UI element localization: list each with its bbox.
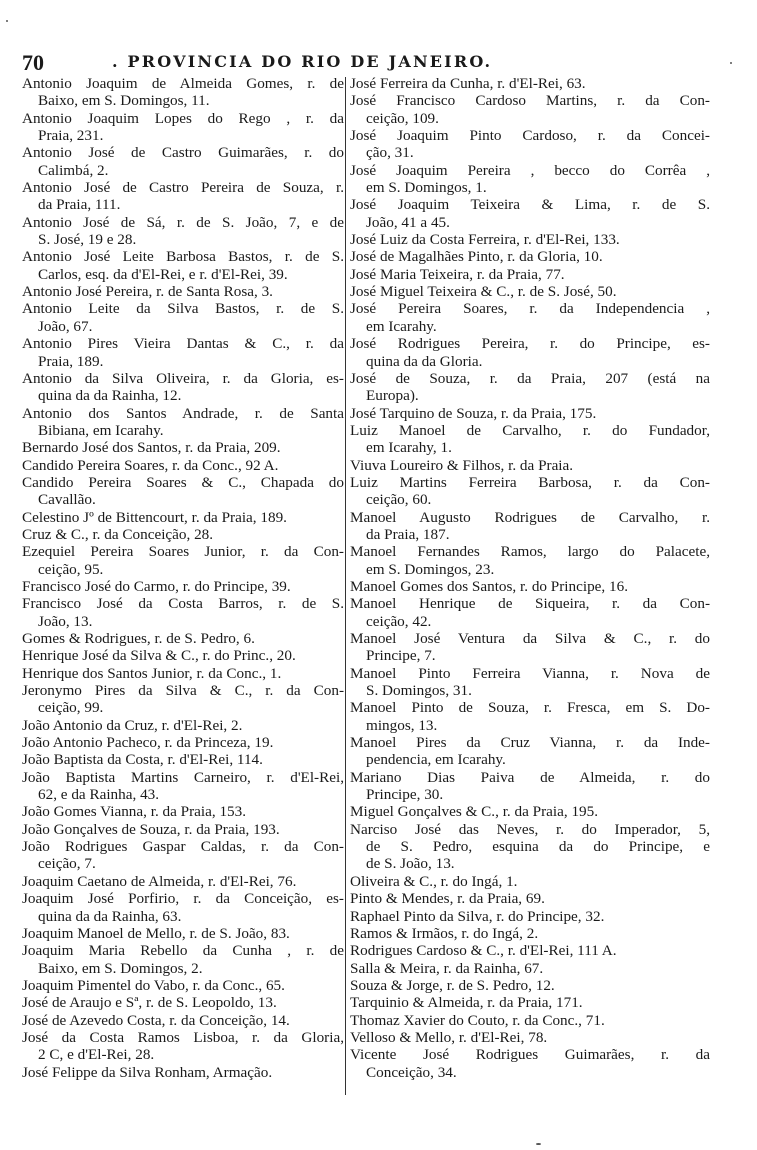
entry-line: Joaquim Pimentel do Vabo, r. da Conc., 65. <box>22 976 285 994</box>
directory-entry <box>350 595 710 630</box>
entry-continuation-line: pendencia, em Icarahy. <box>366 751 506 769</box>
entry-line: Souza & Jorge, r. de S. Pedro, 12. <box>350 976 555 994</box>
entry-continuation-line: ceição, 7. <box>38 855 96 873</box>
entry-continuation-line: Praia, 231. <box>38 127 104 145</box>
entry-line: Manoel José Ventura da Silva & C., r. do <box>350 630 710 647</box>
directory-entry <box>22 942 344 977</box>
directory-entry <box>22 1012 344 1029</box>
entry-line: Celestino Jº de Bittencourt, r. da Praia, 189. <box>22 508 287 526</box>
entry-line: Ramos & Irmãos, r. do Ingá, 2. <box>350 924 539 942</box>
entry-line: José Maria Teixeira, r. da Praia, 77. <box>350 265 565 283</box>
entry-continuation-line: 62, e da Rainha, 43. <box>38 786 160 804</box>
directory-entry <box>22 457 344 474</box>
entry-line: Henrique dos Santos Junior, r. da Conc., 1. <box>22 664 282 682</box>
directory-entry <box>350 300 710 335</box>
entry-line: Henrique José da Silva & C., r. do Princ., 20. <box>22 647 296 665</box>
entry-line: Viuva Loureiro & Filhos, r. da Praia. <box>350 456 574 474</box>
entry-continuation-line: quina da da Gloria. <box>366 352 483 370</box>
directory-entry <box>22 994 344 1011</box>
entry-line: Ezequiel Pereira Soares Junior, r. da Con- <box>22 543 344 561</box>
entry-continuation-line: Calimbá, 2. <box>38 161 109 179</box>
directory-entry <box>350 1012 710 1029</box>
directory-entry <box>350 92 710 127</box>
directory-entry <box>22 595 344 630</box>
entry-line: Salla & Meira, r. da Rainha, 67. <box>350 959 544 977</box>
entry-continuation-line: João, 67. <box>38 317 93 335</box>
directory-entry <box>350 942 710 959</box>
entry-continuation-line: ceição, 99. <box>38 699 104 717</box>
entry-line: Antonio Joaquim de Almeida Gomes, r. de <box>22 75 344 92</box>
entry-continuation-line: em S. Domingos, 23. <box>366 560 495 578</box>
entry-line: Oliveira & C., r. do Ingá, 1. <box>350 872 518 890</box>
directory-entry <box>350 283 710 300</box>
directory-entry <box>22 405 344 440</box>
entry-line: Joaquim José Porfirio, r. da Conceição, es- <box>22 890 344 908</box>
entry-line: Velloso & Mello, r. d'El-Rei, 78. <box>350 1028 548 1046</box>
entry-line: José Joaquim Pinto Cardoso, r. da Concei- <box>350 127 710 145</box>
entry-continuation-line: ção, 31. <box>366 144 414 162</box>
entry-continuation-line: quina da da Rainha, 63. <box>38 907 182 925</box>
entry-line: Antonio José de Sá, r. de S. João, 7, e de <box>22 213 344 231</box>
entry-continuation-line: S. José, 19 e 28. <box>38 231 137 249</box>
directory-entry <box>22 925 344 942</box>
entry-line: Narciso José das Neves, r. do Imperador, 5, <box>350 820 710 838</box>
entry-line: Antonio dos Santos Andrade, r. de Santa <box>22 404 344 422</box>
directory-entry <box>350 335 710 370</box>
directory-entry <box>350 769 710 804</box>
directory-entry <box>22 144 344 179</box>
directory-entry <box>22 474 344 509</box>
directory-entry <box>22 682 344 717</box>
entry-line: José de Azevedo Costa, r. da Conceição, 14. <box>22 1011 290 1029</box>
directory-entry <box>350 908 710 925</box>
directory-entry <box>22 873 344 890</box>
directory-entry <box>22 335 344 370</box>
entry-line: Mariano Dias Paiva de Almeida, r. do <box>350 768 710 786</box>
entry-line: Luiz Martins Ferreira Barbosa, r. da Con- <box>350 473 710 491</box>
directory-entry <box>350 1046 710 1081</box>
entry-continuation-line: S. Domingos, 31. <box>366 682 472 700</box>
entry-continuation-line: João, 13. <box>38 612 93 630</box>
entry-line: Thomaz Xavier do Couto, r. da Conc., 71. <box>350 1011 605 1029</box>
directory-entry <box>350 578 710 595</box>
ink-speck <box>6 20 8 22</box>
entry-continuation-line: Cavallão. <box>38 491 96 509</box>
directory-entry <box>350 231 710 248</box>
entry-line: Manoel Fernandes Ramos, largo do Palacete, <box>350 543 710 561</box>
directory-entry <box>22 630 344 647</box>
entry-continuation-line: Principe, 30. <box>366 786 444 804</box>
directory-entry <box>350 925 710 942</box>
directory-entry <box>22 370 344 405</box>
entry-line: João Baptista da Costa, r. d'El-Rei, 114. <box>22 751 263 769</box>
directory-entry <box>22 751 344 768</box>
directory-entry <box>350 873 710 890</box>
entry-line: Vicente José Rodrigues Guimarães, r. da <box>350 1046 710 1064</box>
entry-line: Manoel Pires da Cruz Vianna, r. da Inde- <box>350 734 710 752</box>
directory-entry <box>22 214 344 249</box>
entry-continuation-line: de S. Pedro, esquina da do Principe, e <box>366 838 710 856</box>
entry-line: João Gomes Vianna, r. da Praia, 153. <box>22 803 247 821</box>
entry-line: Manoel Pinto de Souza, r. Fresca, em S. Do- <box>350 699 710 717</box>
directory-entry <box>22 977 344 994</box>
entry-line: José Felippe da Silva Ronham, Armação. <box>22 1063 273 1081</box>
entry-line: Bernardo José dos Santos, r. da Praia, 209. <box>22 439 281 457</box>
directory-entry <box>350 803 710 820</box>
entry-continuation-line: ceição, 95. <box>38 560 104 578</box>
entry-line: Rodrigues Cardoso & C., r. d'El-Rei, 111 A. <box>350 942 617 960</box>
directory-entry <box>350 977 710 994</box>
directory-entry <box>22 838 344 873</box>
entry-line: Candido Pereira Soares, r. da Conc., 92 A. <box>22 456 279 474</box>
entry-continuation-line: 2 C, e d'El-Rei, 28. <box>38 1046 155 1064</box>
directory-entry <box>22 717 344 734</box>
entry-line: José Tarquino de Souza, r. da Praia, 175. <box>350 404 597 422</box>
entry-line: Antonio José de Castro Pereira de Souza, r. <box>22 179 344 197</box>
directory-entry <box>22 439 344 456</box>
directory-entry <box>350 162 710 197</box>
entry-continuation-line: Principe, 7. <box>366 647 436 665</box>
entry-line: João Gonçalves de Souza, r. da Praia, 193. <box>22 820 280 838</box>
entry-line: Francisco José do Carmo, r. do Principe, 39. <box>22 577 291 595</box>
page-number: 70 <box>22 50 44 75</box>
entry-line: Antonio Joaquim Lopes do Rego , r. da <box>22 109 344 127</box>
entry-continuation-line: Praia, 189. <box>38 352 104 370</box>
directory-entry <box>22 1029 344 1064</box>
directory-entry <box>22 734 344 751</box>
entry-line: Joaquim Maria Rebello da Cunha , r. de <box>22 942 344 960</box>
entry-continuation-line: da Praia, 187. <box>366 525 450 543</box>
entry-continuation-line: da Praia, 111. <box>38 196 121 214</box>
directory-entry <box>22 1064 344 1081</box>
directory-entry <box>22 509 344 526</box>
directory-entry <box>22 647 344 664</box>
entry-line: Luiz Manoel de Carvalho, r. do Fundador, <box>350 421 710 439</box>
entry-continuation-line: Baixo, em S. Domingos, 2. <box>38 959 203 977</box>
entry-line: Antonio Pires Vieira Dantas & C., r. da <box>22 335 344 353</box>
directory-entry <box>22 890 344 925</box>
entry-line: José Francisco Cardoso Martins, r. da Con- <box>350 92 710 110</box>
entry-line: Candido Pereira Soares & C., Chapada do <box>22 473 344 491</box>
entry-continuation-line: Europa). <box>366 387 419 405</box>
directory-entry <box>350 248 710 265</box>
directory-column-left <box>22 75 344 1081</box>
directory-entry <box>350 474 710 509</box>
entry-continuation-line: em S. Domingos, 1. <box>366 179 487 197</box>
directory-entry <box>22 769 344 804</box>
directory-entry <box>350 75 710 92</box>
entry-line: José Pereira Soares, r. da Independencia , <box>350 300 710 318</box>
ink-speck <box>730 62 732 64</box>
entry-line: José da Costa Ramos Lisboa, r. da Gloria, <box>22 1028 344 1046</box>
entry-continuation-line: Carlos, esq. da d'El-Rei, e r. d'El-Rei, 39. <box>38 265 288 283</box>
directory-entry <box>350 370 710 405</box>
entry-line: João Antonio da Cruz, r. d'El-Rei, 2. <box>22 716 243 734</box>
directory-entry <box>22 543 344 578</box>
directory-entry <box>350 127 710 162</box>
directory-entry <box>350 821 710 873</box>
entry-line: Jeronymo Pires da Silva & C., r. da Con- <box>22 682 344 700</box>
directory-entry <box>350 457 710 474</box>
directory-entry <box>350 734 710 769</box>
entry-line: Manoel Pinto Ferreira Vianna, r. Nova de <box>350 664 710 682</box>
directory-entry <box>22 110 344 145</box>
entry-continuation-line: ceição, 60. <box>366 491 432 509</box>
directory-entry <box>350 890 710 907</box>
directory-entry <box>350 405 710 422</box>
directory-entry <box>350 266 710 283</box>
entry-line: Joaquim Caetano de Almeida, r. d'El-Rei, 76. <box>22 872 297 890</box>
entry-line: José Rodrigues Pereira, r. do Principe, es- <box>350 335 710 353</box>
entry-line: Raphael Pinto da Silva, r. do Principe, 32. <box>350 907 605 925</box>
entry-continuation-line: de S. João, 13. <box>366 855 455 873</box>
entry-line: Manoel Augusto Rodrigues de Carvalho, r. <box>350 508 710 526</box>
directory-entry <box>350 422 710 457</box>
entry-line: José Joaquim Pereira , becco do Corrêa , <box>350 161 710 179</box>
entry-line: José de Magalhães Pinto, r. da Gloria, 10. <box>350 248 603 266</box>
running-title: . PROVINCIA DO RIO DE JANEIRO. <box>112 52 493 71</box>
entry-line: Gomes & Rodrigues, r. de S. Pedro, 6. <box>22 630 255 647</box>
entry-continuation-line: em Icarahy. <box>366 317 437 335</box>
entry-line: Tarquinio & Almeida, r. da Praia, 171. <box>350 994 583 1012</box>
directory-entry <box>22 803 344 820</box>
directory-entry <box>350 665 710 700</box>
entry-line: José Luiz da Costa Ferreira, r. d'El-Rei, 133. <box>350 231 620 249</box>
entry-continuation-line: Conceição, 34. <box>366 1063 457 1081</box>
directory-entry <box>350 196 710 231</box>
entry-line: Antonio José de Castro Guimarães, r. do <box>22 144 344 162</box>
ink-speck <box>536 1143 541 1145</box>
entry-line: José Joaquim Teixeira & Lima, r. de S. <box>350 196 710 214</box>
directory-entry <box>22 179 344 214</box>
entry-line: Antonio José Pereira, r. de Santa Rosa, 3. <box>22 283 273 301</box>
entry-line: José Miguel Teixeira & C., r. de S. José, 50. <box>350 283 617 301</box>
entry-line: João Baptista Martins Carneiro, r. d'El-Rei, <box>22 768 344 786</box>
entry-continuation-line: quina da da Rainha, 12. <box>38 387 182 405</box>
entry-continuation-line: Bibiana, em Icarahy. <box>38 421 164 439</box>
directory-entry <box>350 630 710 665</box>
directory-entry <box>22 578 344 595</box>
directory-entry <box>350 994 710 1011</box>
directory-entry <box>350 509 710 544</box>
directory-entry <box>350 543 710 578</box>
directory-entry <box>22 300 344 335</box>
entry-line: João Rodrigues Gaspar Caldas, r. da Con- <box>22 838 344 856</box>
directory-entry <box>350 1029 710 1046</box>
entry-continuation-line: ceição, 42. <box>366 612 432 630</box>
entry-line: José Ferreira da Cunha, r. d'El-Rei, 63. <box>350 75 586 92</box>
entry-line: Francisco José da Costa Barros, r. de S. <box>22 595 344 613</box>
entry-line: João Antonio Pacheco, r. da Princeza, 19. <box>22 734 274 752</box>
entry-line: Pinto & Mendes, r. da Praia, 69. <box>350 890 545 908</box>
directory-entry <box>22 248 344 283</box>
entry-line: José de Souza, r. da Praia, 207 (está na <box>350 369 710 387</box>
entry-line: Manoel Gomes dos Santos, r. do Principe, 16. <box>350 577 628 595</box>
directory-entry <box>22 665 344 682</box>
column-divider <box>345 77 346 1095</box>
directory-entry <box>22 283 344 300</box>
entry-line: José de Araujo e Sª, r. de S. Leopoldo, 13. <box>22 994 277 1012</box>
entry-continuation-line: mingos, 13. <box>366 716 438 734</box>
entry-continuation-line: João, 41 a 45. <box>366 213 450 231</box>
entry-line: Antonio Leite da Silva Bastos, r. de S. <box>22 300 344 318</box>
entry-continuation-line: em Icarahy, 1. <box>366 439 452 457</box>
directory-entry <box>22 821 344 838</box>
directory-entry <box>350 699 710 734</box>
entry-line: Cruz & C., r. da Conceição, 28. <box>22 525 214 543</box>
entry-continuation-line: Baixo, em S. Domingos, 11. <box>38 92 210 110</box>
directory-entry <box>22 526 344 543</box>
directory-column-right <box>350 75 710 1081</box>
entry-line: Manoel Henrique de Siqueira, r. da Con- <box>350 595 710 613</box>
directory-entry <box>350 960 710 977</box>
entry-line: Miguel Gonçalves & C., r. da Praia, 195. <box>350 803 599 821</box>
entry-continuation-line: ceição, 109. <box>366 109 439 127</box>
entry-line: Antonio José Leite Barbosa Bastos, r. de S. <box>22 248 344 266</box>
directory-entry <box>22 75 344 110</box>
entry-line: Antonio da Silva Oliveira, r. da Gloria, es- <box>22 369 344 387</box>
entry-line: Joaquim Manoel de Mello, r. de S. João, 83. <box>22 924 290 942</box>
